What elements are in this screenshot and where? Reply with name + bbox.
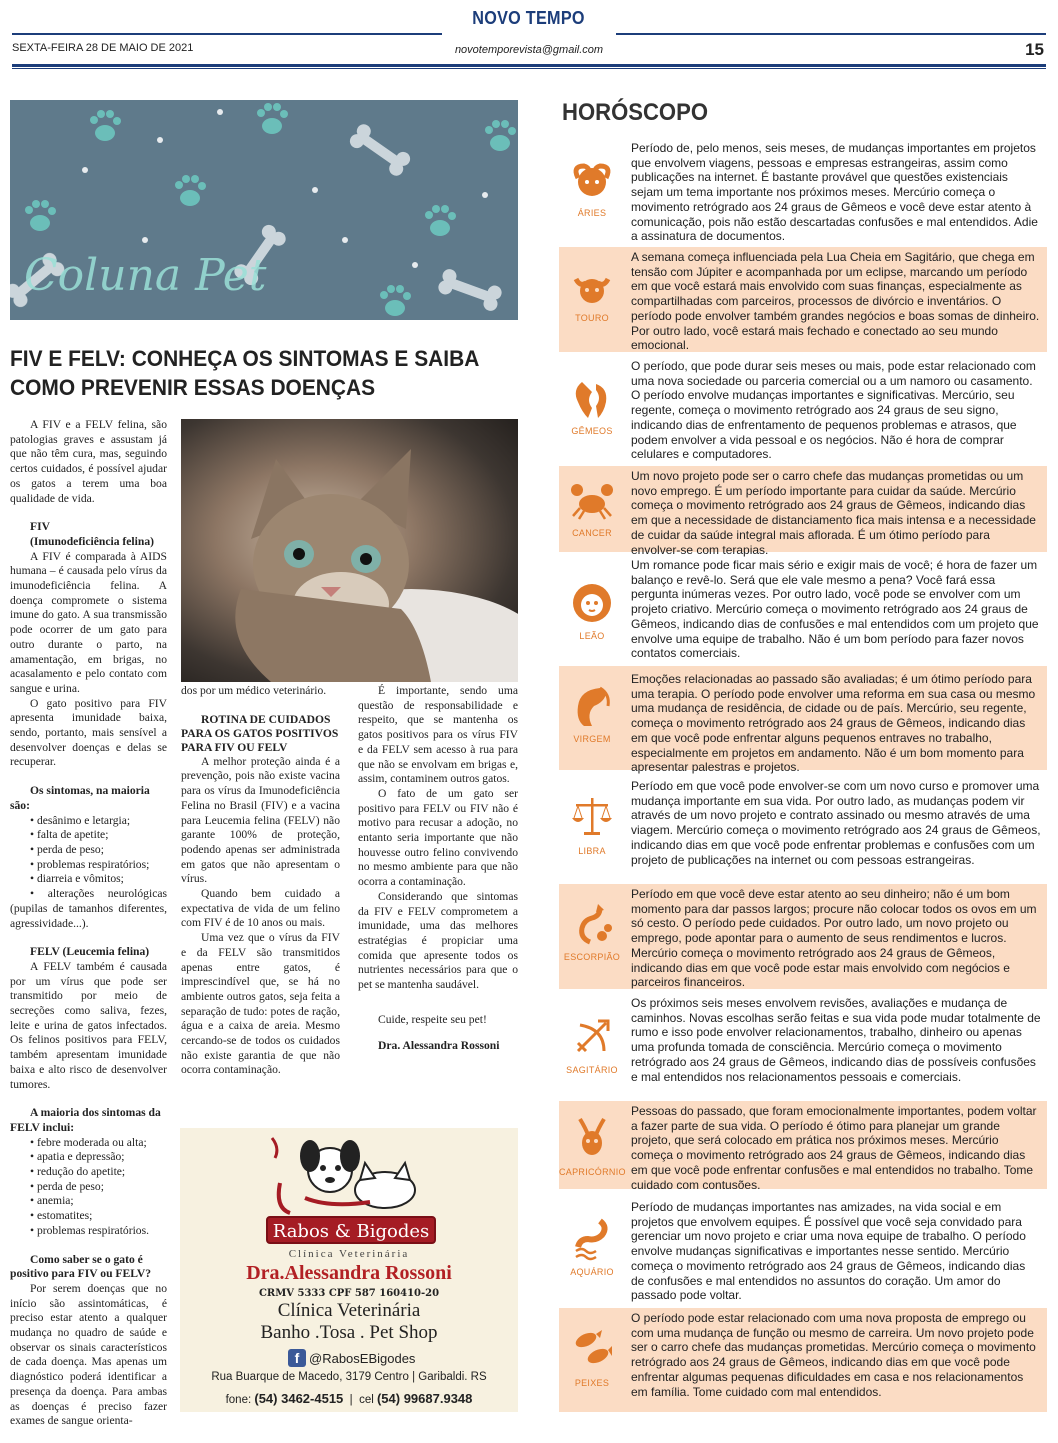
sign-icon-cell <box>559 776 627 880</box>
sign-icon-cell <box>559 356 627 461</box>
question-paragraph: Por serem doenças que no início são assintomáticas, é preciso estar atento a qualquer mudança no quadro de saúde e observar os sinais característicos de cada doença. Mas apenas um diagnóstico poderá identificar a presença da doença. Para ambas as doenças é preciso fazer exames de sangue orienta- <box>10 1281 167 1428</box>
banner-title: Coluna Pet <box>24 250 267 301</box>
dog-cat-logo-icon <box>180 1128 518 1223</box>
article-closing: Cuide, respeite seu pet! <box>378 1012 487 1026</box>
article-signature: Dra. Alessandra Rossoni <box>378 1039 500 1053</box>
fiv-subheading: (Imunodeficiência felina) <box>30 534 154 548</box>
sign-label: VIRGEM <box>573 734 611 744</box>
cel-number[interactable]: (54) 99687.9348 <box>376 1391 473 1406</box>
facebook-icon: f <box>288 1349 306 1367</box>
list-item: • anemia; <box>30 1194 74 1208</box>
scorpio-scorpion-icon <box>570 902 614 946</box>
sign-label: SAGITÁRIO <box>566 1065 618 1075</box>
sign-text: A semana começa influenciada pela Lua Cheia em Sagitário, que chega em tensão com Júpiter e acompanhada por um eclipse, marcando um período em que você estará mais envolvido com suas finanças, especialmente as compartilhadas com parceiros, processos de divórcio e inventários. O período pode envolver também grandes negócios e boas somas de dinheiro. Por outro lado, você estará mais fechado e conectado ao seu mundo emocional. <box>631 250 1040 353</box>
services-line-1: Clínica Veterinária <box>277 1300 421 1321</box>
cat-illustration-icon <box>181 419 518 682</box>
question-heading: Como saber se o gato é positivo para FIV ou FELV? <box>10 1252 152 1281</box>
cat-photo <box>181 419 518 682</box>
list-item: • perda de peso; <box>30 842 104 856</box>
facebook-handle-text: @RabosEBigodes <box>309 1351 416 1366</box>
sign-label: ESCORPIÃO <box>563 952 621 962</box>
page-number: 15 <box>1025 40 1044 59</box>
article-column-2 <box>181 684 340 1078</box>
facebook-handle[interactable] <box>288 1349 415 1367</box>
sign-leo <box>559 555 1047 660</box>
services-line-2: Banho .Tosa . Pet Shop <box>260 1322 438 1343</box>
list-item: • perda de peso; <box>30 1179 104 1193</box>
sign-text: Os próximos seis meses envolvem revisões, avaliações e mudança de caminhos. Novas escolhas serão feitas e sua vida pode mudar totalmente de rumo e isso pode envolver relacionamentos, trabalho, dinheiro ou apenas uma profunda tomada de consciência. Mercúrio começa o movimento retrógrado aos 24 graus de Gêmeos, indicando dias de possíveis confusões e mal entendidos nos relacionamentos pessoais e comerciais. <box>631 996 1041 1084</box>
fiv-symptom-list <box>10 814 167 932</box>
sign-text: Período de, pelo menos, seis meses, de mudanças importantes em projetos que envolvem viagens, pessoas e empresas estrangeiras, assim como publicações na internet. É bastante provável que questões existenciais sejam um tema importante nos próximos meses. Mercúrio começa o movimento retrógrado aos 24 graus de Gêmeos e você deve estar atento à comunicação, pois não estão descartadas confusões e mal entendidos. Adie a assinatura de documentos. <box>631 141 1038 244</box>
sign-libra <box>559 776 1047 880</box>
sign-gemini <box>559 356 1047 461</box>
sign-text: Um novo projeto pode ser o carro chefe das mudanças prometidas ou um novo emprego. É um período importante para cuidar da saúde. Mercúrio começa o movimento retrógrado aos 24 graus de Gêmeos, indicando dias em que a necessidade de distanciamento fica mais intensa e a necessidade de cuidar da saúde integral mais aflorada. É um ótimo período para envolver-se com terapias. <box>631 469 1036 557</box>
doctor-registration: CRMV 5333 CPF 587 160410-20 <box>258 1288 440 1299</box>
sign-virgo <box>559 666 1047 775</box>
sign-icon-cell <box>559 555 627 660</box>
phone-number[interactable]: (54) 3462-4515 <box>254 1391 344 1406</box>
libra-scales-icon <box>570 794 614 838</box>
sign-label: CAPRICÓRNIO <box>559 1167 626 1177</box>
horoscope-title: HORÓSCOPO <box>562 99 708 126</box>
sign-text: Pessoas do passado, que foram emocionalmente importantes, podem voltar a fazer parte de sua vida. O período é ótimo para planejar um grande projeto, que será colocado em prática nos próximos meses. Mercúrio começa o movimento retrógrado aos 24 graus de Gêmeos, indicando dias em que você pode enfrentar confusões e mal entendidos no trabalho. Tome cuidado com contusões. <box>631 1104 1037 1192</box>
aquarius-water-bearer-icon <box>570 1217 614 1261</box>
column-2-paragraph-1: A melhor proteção ainda é a prevenção, pois não existe vacina para os vírus da Imunodeficiência Felina no Brasil (FIV) e a vacina para Leucemia felina (FELV) não garante 100% de proteção, podendo apenas ser administrada em gatos que não apresentam o vírus. <box>181 754 340 886</box>
sign-icon-cell <box>559 666 627 770</box>
sign-label: LEÃO <box>579 631 605 641</box>
column-3-paragraph-1: É importante, sendo uma questão de responsabilidade e respeito, que se mantenha os gatos positivos para os vírus FIV e da FELV sem acesso à rua para que não se envolvam em brigas e, assim, contaminem outros gatos. <box>358 684 518 786</box>
sign-label: LIBRA <box>578 846 606 856</box>
sign-capricorn <box>559 1101 1047 1192</box>
header-rule <box>12 64 1046 67</box>
felv-symptom-list <box>10 1136 167 1239</box>
sign-label: PEIXES <box>574 1378 610 1388</box>
fiv-paragraph-2: O gato positivo para FIV apresenta imunidade baixa, sendo, portanto, mais sensível a desenvolver doenças e delas se recuperar. <box>10 696 167 769</box>
list-item: • desânimo e letargia; <box>30 813 131 827</box>
felv-paragraph-1: A FELV também é causada por um vírus que pode ser transmitido por meio de secreções como saliva, fezes, leite e urina de gatos infectados. Os felinos positivos para FELV, também apresentam imunidade baixa e alto risco de desenvolver tumores. <box>10 959 167 1091</box>
list-item: • problemas respiratórios. <box>30 1223 150 1237</box>
article-column-1 <box>10 418 167 1429</box>
contact-email[interactable]: novotemporevista@gmail.com <box>454 44 604 56</box>
pisces-fish-icon <box>570 1326 614 1370</box>
list-item: • apatia e depressão; <box>30 1150 125 1164</box>
sign-text: O período, que pode durar seis meses ou mais, pode estar relacionado com uma nova sociedade ou parceria comercial ou a um namoro ou casamento. O período envolve mudanças importantes e significativas. Mercúrio, seu regente, começa o movimento retrógrado aos 24 graus de seu signo, indicando dias de enfrentamento de pequenos problemas e atrasos, que podem envolver a vida pessoal e os negócios. Não é hora de comprar celulares e computadores. <box>631 359 1036 462</box>
cancer-crab-icon <box>570 478 614 522</box>
sign-icon-cell <box>559 1197 627 1302</box>
sign-text: Um romance pode ficar mais sério e exigir mais de você; é hora de fazer um balanço e revê-lo. Será que ele vale mesmo a pena? Você fará essa pergunta inúmeras vezes. Por outro lado, você pode se envolver com um projeto criativo. Mercúrio começa o movimento retrógrado aos 24 graus de Gêmeos, indicando dias de confusões e mal entendidos com um projeto que envolve uma equipe de trabalho. Não é um bom período para fazer novos contatos comerciais. <box>631 558 1039 661</box>
column-3-paragraph-3: Considerando que sintomas da FIV e FELV comprometem a imunidade, uma das melhores estratégias é propiciar uma comida que apresente todos os nutrientes necessários para que o pet se mantenha saudável. <box>358 889 518 992</box>
sign-label: TOURO <box>575 313 609 323</box>
sign-cancer <box>559 466 1047 557</box>
leo-lion-icon <box>570 581 614 625</box>
felv-symptoms-heading: A maioria dos sintomas da FELV inclui: <box>10 1106 161 1134</box>
header-line-right <box>616 33 1046 35</box>
sign-text: O período pode estar relacionado com uma nova proposta de emprego ou com uma mudança de função ou mesmo de carreira. Um novo projeto pode ser o carro chefe das mudanças prometidas. Mercúrio começa o movimento retrógrado aos 24 graus de Gêmeos, indicando dias em que você pode enfrentar algumas pequenas dificuldades em casa e nos relacionamentos em família. Tome cuidado com mal entendidos. <box>631 1311 1036 1399</box>
clinic-phones: fone: (54) 3462-4515 | cel (54) 99687.9348 <box>225 1391 473 1406</box>
phone-label: fone: <box>225 1394 252 1406</box>
sign-pisces <box>559 1308 1047 1412</box>
sign-text: Emoções relacionadas ao passado são avaliadas; é um ótimo período para uma terapia. O período pode envolver uma reforma em sua casa ou mesmo uma mudança de residência, de cidade ou de país. Mercúrio, seu regente, começa o movimento retrógrado aos 24 graus de Gêmeos, indicando dias em que você pode enfrentar alguns pequenos entraves no trabalho, especialmente em projetos em andamento. Não é um bom momento para apresentar palestras e projetos. <box>631 672 1036 775</box>
column-3-paragraph-2: O fato de um gato ser positivo para FELV ou FIV não é motivo para recusar a adoção, no entanto seria importante que não houvesse outro felino convivendo no mesmo ambiente para que não ocorra a contaminação. <box>358 786 518 889</box>
cel-label: cel <box>359 1394 374 1406</box>
list-item: • redução do apetite; <box>30 1165 126 1179</box>
virgo-maiden-icon <box>570 684 614 728</box>
list-item: • alterações neurológicas (pupilas de tamanhos diferentes, agressividade...). <box>10 887 167 930</box>
column-2-paragraph-2: Quando bem cuidado a expectativa de vida de um felino com FIV é de 10 anos ou mais. <box>181 887 340 930</box>
capricorn-goat-icon <box>570 1115 614 1159</box>
list-item: • febre moderada ou alta; <box>30 1135 147 1149</box>
sign-label: CANCER <box>572 528 612 538</box>
brand-name: NOVO TEMPO <box>472 8 586 28</box>
sign-text: Período em que você deve estar atento ao seu dinheiro; não é um bom momento para dar passos largos; procure não colocar todos os ovos em um só cesto. O período pede cuidados. Por outro lado, um novo projeto ou emprego, pode apontar para o aumento de seus rendimentos e lucros. Mercúrio começa o movimento retrógrado aos 24 graus de Gêmeos, indicando dias em que você pode estar mais envolvido com negócios e parceiros financeiros. <box>631 887 1037 990</box>
list-item: • estomatites; <box>30 1209 93 1223</box>
list-item: • falta de apetite; <box>30 828 109 842</box>
sign-text: Período em que você pode envolver-se com um novo curso e promover uma mudança importante em sua vida. Por outro lado, as mudanças podem vir através de um novo projeto e contrato assinado ou mesmo através de uma viagem. Mercúrio começa o movimento retrógrado aos 24 graus de Gêmeos, indicando dias em que você pode enfrentar problemas e confusões com um projeto de publicações na internet ou com pessoas estrangeiras. <box>631 779 1041 867</box>
fiv-paragraph-1: A FIV é comparada à AIDS humana – é causada pelo vírus da imunodeficiência felina. A doença compromete o sistema imune do gato. A sua transmissão pode ocorrer de um gato para outro durante o parto, na amamentação, em brigas, no acasalamento e pelo contato com sangue e urina. <box>10 549 167 695</box>
list-item: • problemas respiratórios; <box>30 857 150 871</box>
sign-icon-cell <box>559 1101 627 1189</box>
list-item: • diarreia e vômitos; <box>30 872 124 886</box>
felv-heading: FELV (Leucemia felina) <box>30 945 150 959</box>
sign-label: ÁRIES <box>577 208 607 218</box>
clinic-brand: Rabos & Bigodes <box>266 1216 436 1244</box>
column-2-continuation: dos por um médico veterinário. <box>181 684 327 697</box>
sign-label: GÊMEOS <box>571 426 613 436</box>
sign-text: Período de mudanças importantes nas amizades, na vida social e em projetos que envolvem equipes. É possível que você seja convidado para gerenciar um novo projeto e criar uma nova equipe de trabalho. O período envolve mudanças significativas e importantes nesse sentido. Mercúrio começa o movimento retrógrado aos 24 graus de Gêmeos, indicando dias de confusões e mal entendidos no assuntos do coração. Um amor do passado pode voltar. <box>631 1200 1026 1303</box>
masthead <box>0 8 1058 29</box>
header-rule-thin <box>12 68 1046 69</box>
sign-aquarius <box>559 1197 1047 1302</box>
sign-icon-cell <box>559 884 627 989</box>
article-column-3 <box>358 684 518 1054</box>
veterinary-clinic-ad[interactable] <box>180 1128 518 1412</box>
clinic-subtitle: Clínica Veterinária <box>288 1248 410 1260</box>
gemini-twins-icon <box>570 378 614 422</box>
fiv-heading: FIV <box>30 520 50 534</box>
taurus-bull-icon <box>570 265 614 309</box>
sign-sagittarius <box>559 993 1047 1097</box>
sign-icon-cell <box>559 1308 627 1412</box>
sign-scorpio <box>559 884 1047 989</box>
symptoms-heading: Os sintomas, na maioria são: <box>10 784 150 812</box>
routine-heading: ROTINA DE CUIDADOS PARA OS GATOS POSITIVOS PARA FIV OU FELV <box>181 712 339 754</box>
sign-icon-cell <box>559 247 627 352</box>
sagittarius-arrow-icon <box>570 1015 614 1059</box>
sign-label: AQUÁRIO <box>570 1267 614 1277</box>
clinic-address: Rua Buarque de Macedo, 3179 Centro | Garibaldi. RS <box>211 1371 487 1383</box>
article-intro: A FIV e a FELV felina, são patologias graves e assustam já que não têm cura, mas, seguindo certos cuidados, é possível ajudar os gatos a terem uma boa qualidade de vida. <box>10 418 167 505</box>
doctor-name: Dra.Alessandra Rossoni <box>246 1262 452 1284</box>
sign-icon-cell <box>559 138 627 243</box>
coluna-pet-banner <box>10 100 518 320</box>
sign-icon-cell <box>559 993 627 1097</box>
issue-date: SEXTA-FEIRA 28 DE MAIO DE 2021 <box>12 42 194 54</box>
sign-taurus <box>559 247 1047 352</box>
header-line-left <box>12 33 442 35</box>
article-headline: FIV E FELV: CONHEÇA OS SINTOMAS E SAIBA COMO PREVENIR ESSAS DOENÇAS <box>10 346 479 400</box>
aries-ram-icon <box>570 158 614 202</box>
sign-icon-cell <box>559 466 627 552</box>
column-2-paragraph-3: Uma vez que o vírus da FIV e da FELV são transmitidos apenas entre gatos, é imprescindível que, se há no ambiente outros gatos, seja feita a separação de tudo: potes de ração, água e a caixa de areia. Mesmo cercando-se de todos os cuidados não existe garantia de que não ocorra contaminação. <box>181 931 340 1077</box>
sign-aries <box>559 138 1047 243</box>
